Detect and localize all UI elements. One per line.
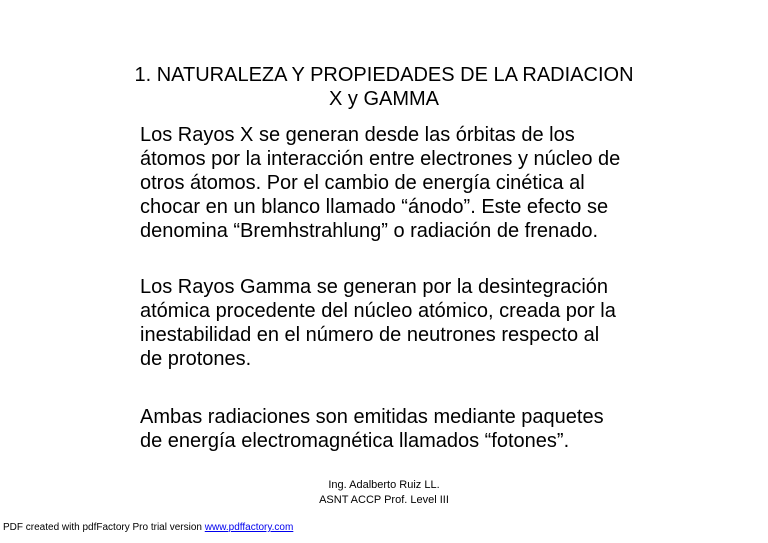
paragraph-xrays <box>140 123 620 243</box>
paragraph-line: átomos por la interacción entre electrones y núcleo de <box>140 148 621 170</box>
footer-link[interactable]: www.pdffactory.com <box>204 522 294 533</box>
page-title <box>0 63 768 111</box>
title-line-2: X y GAMMA <box>328 88 439 110</box>
paragraph-line: otros átomos. Por el cambio de energía cinética al <box>140 172 585 194</box>
paragraph-gamma <box>140 275 616 371</box>
paragraph-line: de protones. <box>140 348 252 370</box>
paragraph-line: chocar en un blanco llamado “ánodo”. Este efecto se <box>140 196 609 218</box>
paragraph-photons <box>140 405 604 453</box>
paragraph-line: inestabilidad en el número de neutrones respecto al <box>140 324 600 346</box>
paragraph-line: Los Rayos X se generan desde las órbitas de los <box>140 124 575 146</box>
paragraph-line: de energía electromagnética llamados “fotones”. <box>140 430 570 452</box>
author-name: Ing. Adalberto Ruiz LL. <box>328 479 440 491</box>
paragraph-line: Los Rayos Gamma se generan por la desintegración <box>140 276 609 298</box>
pdf-footer <box>3 522 293 534</box>
title-line-1: 1. NATURALEZA Y PROPIEDADES DE LA RADIACION <box>134 64 634 86</box>
author-signature <box>0 478 768 508</box>
paragraph-line: atómica procedente del núcleo atómico, creada por la <box>140 300 616 322</box>
paragraph-line: denomina “Bremhstrahlung” o radiación de frenado. <box>140 220 599 242</box>
author-credential: ASNT ACCP Prof. Level III <box>319 494 449 506</box>
footer-text: PDF created with pdfFactory Pro trial version <box>3 522 205 533</box>
paragraph-line: Ambas radiaciones son emitidas mediante paquetes <box>140 406 604 428</box>
